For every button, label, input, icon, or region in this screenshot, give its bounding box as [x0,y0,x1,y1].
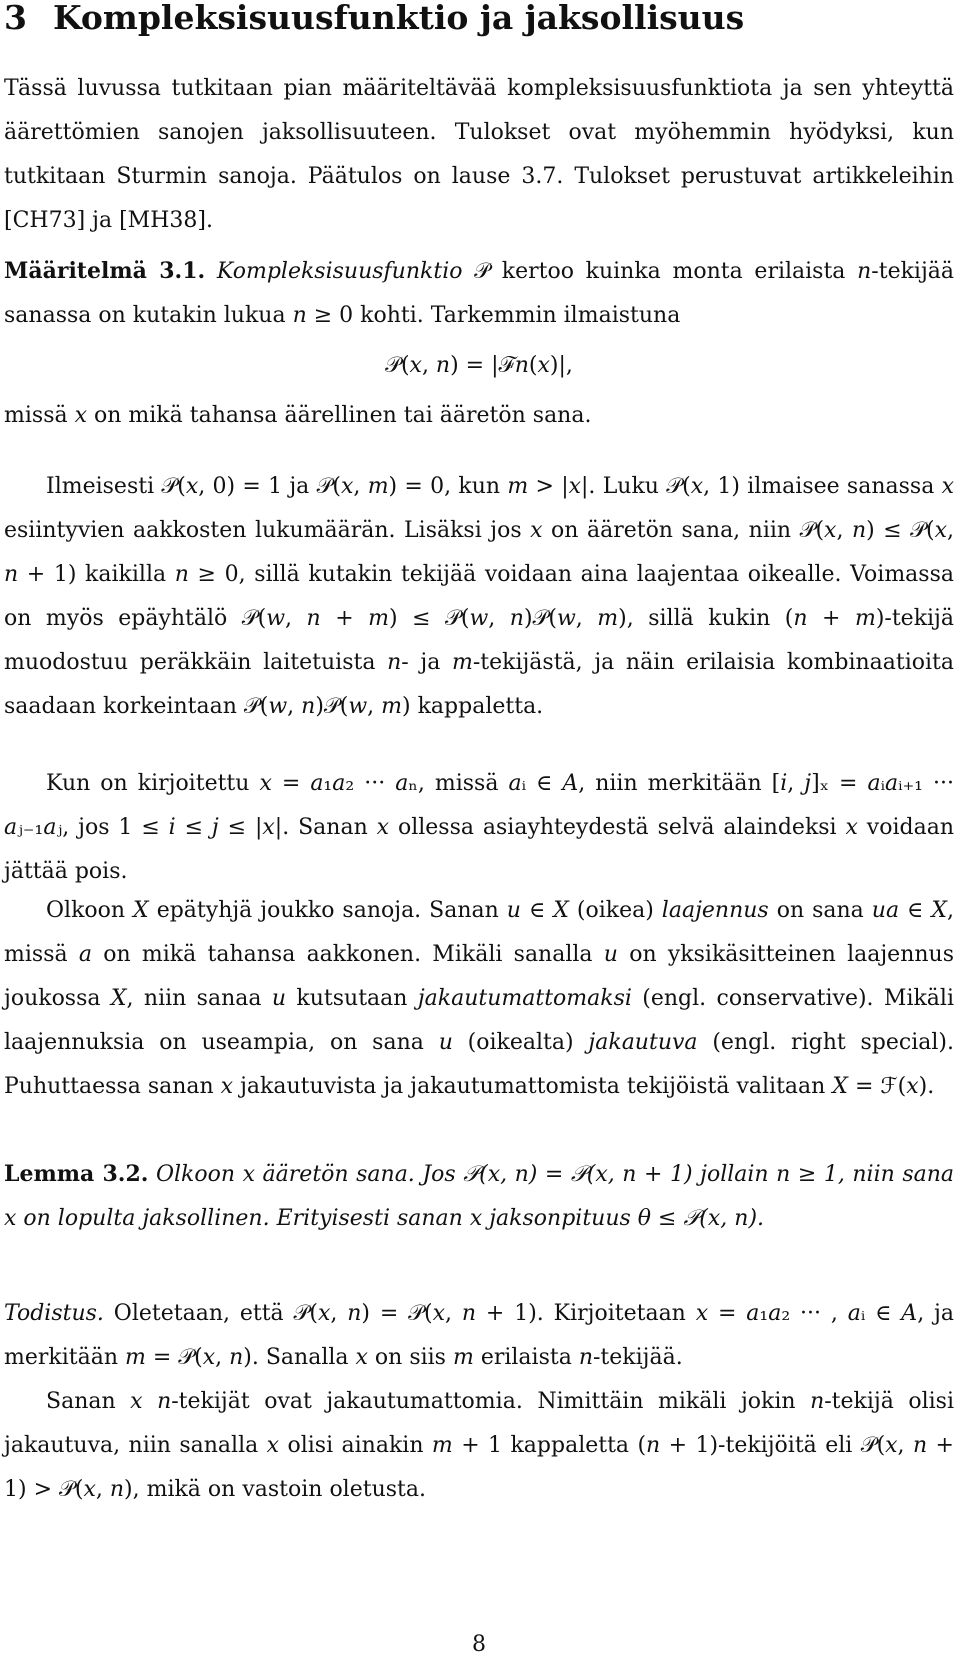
lemma-text: Olkoon 𝑥 ääretön sana. Jos 𝒫(𝑥, 𝑛) = 𝒫(𝑥, 𝑛 + 1) jollain 𝑛 ≥ 1, niin sana 𝑥 on lopulta jaksollinen. Erityisesti sanan 𝑥 jaksonpituus θ ≤ 𝒫(𝑥, 𝑛). [4,1162,955,1231]
proof [4,1292,954,1512]
lemma-label: Lemma 3.2. [4,1161,149,1187]
definition-3-1 [4,249,954,438]
intro-paragraph: Tässä luvussa tutkitaan pian määriteltävää kompleksisuusfunktiota ja sen yhteyttä äärettömien sanojen jaksollisuuteen. Tulokset ovat myöhemmin hyödyksi, kun tutkitaan Sturmin sanoja. Päätulos on lause 3.7. Tulokset perustuvat artikkeleihin [CH73] ja [MH38]. [4,76,954,233]
term-jakautuva: jakautuva [588,1030,698,1055]
definition-text-1: 𝒫 kertoo kuinka monta erilaista 𝑛-tekijää sanassa on kutakin lukua 𝑛 ≥ 0 kohti. Tarkemmin ilmaistuna [4,259,955,328]
section-title: Kompleksisuusfunktio ja jaksollisuus [52,0,745,37]
paragraph-properties: Ilmeisesti 𝒫(𝑥, 0) = 1 ja 𝒫(𝑥, 𝑚) = 0, kun 𝑚 > |𝑥|. Luku 𝒫(𝑥, 1) ilmaisee sanassa 𝑥 esiintyvien aakkosten lukumäärän. Lisäksi jos 𝑥 on ääretön sana, niin 𝒫(𝑥, 𝑛) ≤ 𝒫(𝑥, 𝑛 + 1) kaikilla 𝑛 ≥ 0, sillä kutakin tekijää voidaan aina laajentaa oikealle. Voimassa on myös epäyhtälö 𝒫(𝑤, 𝑛 + 𝑚) ≤ 𝒫(𝑤, 𝑛)𝒫(𝑤, 𝑚), sillä kukin (𝑛 + 𝑚)-tekijä muodostuu peräkkäin laitetuista 𝑛- ja 𝑚-tekijästä, ja näin erilaisia kombinaatioita saadaan korkeintaan 𝒫(𝑤, 𝑛)𝒫(𝑤, 𝑚) kappaletta. [4,474,954,719]
proof-label: Todistus. [4,1301,104,1326]
term-laajennus: laajennus [661,898,769,923]
paragraph-notation: Kun on kirjoitettu 𝑥 = 𝑎₁𝑎₂ ··· 𝑎ₙ, missä 𝑎ᵢ ∈ 𝐴, niin merkitään [𝑖, 𝑗]ₓ = 𝑎ᵢ𝑎ᵢ₊₁ ··· 𝑎ⱼ₋₁𝑎ⱼ, jos 1 ≤ 𝑖 ≤ 𝑗 ≤ |𝑥|. Sanan 𝑥 ollessa asiayhteydestä selvä alaindeksi 𝑥 voidaan jättää pois. [4,771,954,884]
lemma-3-2 [4,1152,954,1241]
definition-label: Määritelmä 3.1. [4,258,206,284]
section-number: 3 [4,0,27,37]
definition-term: Kompleksisuusfunktio [216,259,463,284]
definition-formula: 𝒫(𝑥, 𝑛) = |ℱ𝑛(𝑥)|, [385,353,573,378]
definition-text-2: missä 𝑥 on mikä tahansa äärellinen tai ääretön sana. [4,403,592,428]
section-heading [4,0,744,36]
proof-paragraph: Sanan 𝑥 𝑛-tekijät ovat jakautumattomia. Nimittäin mikäli jokin 𝑛-tekijä olisi jakautuva, niin sanalla 𝑥 olisi ainakin 𝑚 + 1 kappaletta (𝑛 + 1)-tekijöitä eli 𝒫(𝑥, 𝑛 + 1) > 𝒫(𝑥, 𝑛), mikä on vastoin oletusta. [4,1389,954,1502]
proof-text: Oletetaan, että 𝒫(𝑥, 𝑛) = 𝒫(𝑥, 𝑛 + 1). Kirjoitetaan 𝑥 = 𝑎₁𝑎₂ ··· , 𝑎ᵢ ∈ 𝐴, ja merkitään 𝑚 = 𝒫(𝑥, 𝑛). Sanalla 𝑥 on siis 𝑚 erilaista 𝑛-tekijää. [4,1301,954,1370]
paragraph-extensions: Olkoon 𝑋 epätyhjä joukko sanoja. Sanan 𝑢 ∈ 𝑋 (oikea) laajennus on sana 𝑢𝑎 ∈ 𝑋, missä 𝑎 on mikä tahansa aakkonen. Mikäli sanalla 𝑢 on yksikäsitteinen laajennus joukossa 𝑋, niin sanaa 𝑢 kutsutaan jakautumattomaksi (engl. conservative). Mikäli laajennuksia on useampia, on sana 𝑢 (oikealta) jakautuva (engl. right special). Puhuttaessa sanan 𝑥 jakautuvista ja jakautumattomista tekijöistä valitaan 𝑋 = ℱ(𝑥). [4,898,954,1099]
page-number: 8 [472,1632,486,1657]
term-jakautumattomaksi: jakautumattomaksi [417,986,632,1011]
